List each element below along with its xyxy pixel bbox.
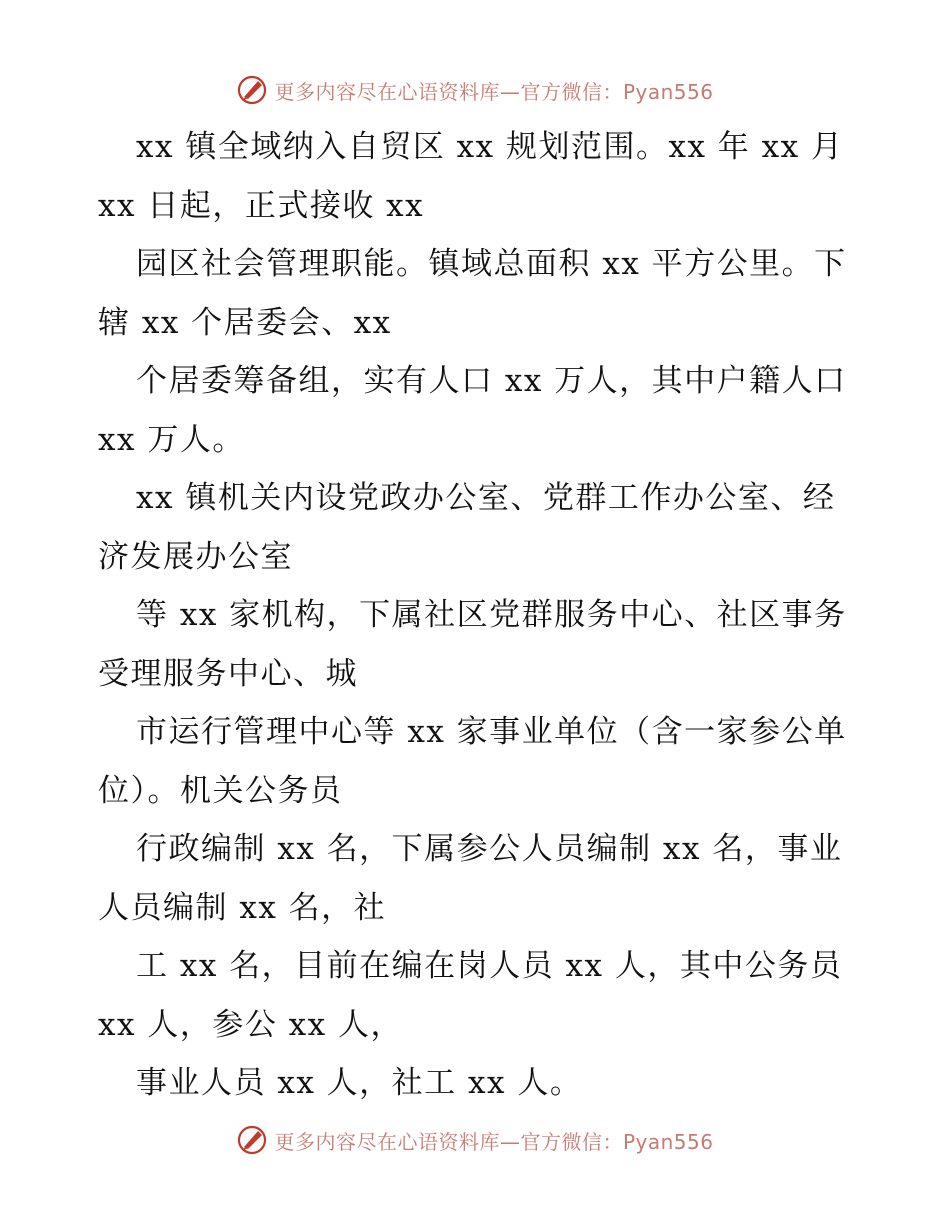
- document-body: [0, 118, 950, 1113]
- paragraph: 等 xx 家机构，下属社区党群服务中心、社区事务受理服务中心、城: [98, 597, 847, 692]
- paragraph: 事业人员 xx 人，社工 xx 人。: [136, 1065, 583, 1101]
- paragraph: 园区社会管理职能。镇域总面积 xx 平方公里。下辖 xx 个居委会、xx: [98, 246, 847, 341]
- paragraph: 个居委筹备组，实有人口 xx 万人，其中户籍人口 xx 万人。: [98, 363, 859, 458]
- pen-nib-logo-icon: [236, 1123, 270, 1157]
- watermark-footer: [0, 1120, 950, 1160]
- pen-nib-logo-icon: [236, 73, 270, 107]
- watermark-header: [0, 70, 950, 110]
- paragraph: 市运行管理中心等 xx 家事业单位（含一家参公单位）。机关公务员: [98, 714, 847, 809]
- watermark-text: 更多内容尽在心语资料库—官方微信：Pyan556: [274, 1129, 714, 1154]
- paragraph: xx 镇全域纳入自贸区 xx 规划范围。xx 年 xx 月 xx 日起，正式接收 xx: [98, 129, 855, 224]
- paragraph: 行政编制 xx 名，下属参公人员编制 xx 名，事业人员编制 xx 名，社: [98, 831, 843, 926]
- paragraph: xx 镇机关内设党政办公室、党群工作办公室、经济发展办公室: [98, 480, 836, 575]
- watermark-text: 更多内容尽在心语资料库—官方微信：Pyan556: [274, 79, 714, 104]
- paragraph: 工 xx 名，目前在编在岗人员 xx 人，其中公务员 xx 人，参公 xx 人，: [98, 948, 854, 1043]
